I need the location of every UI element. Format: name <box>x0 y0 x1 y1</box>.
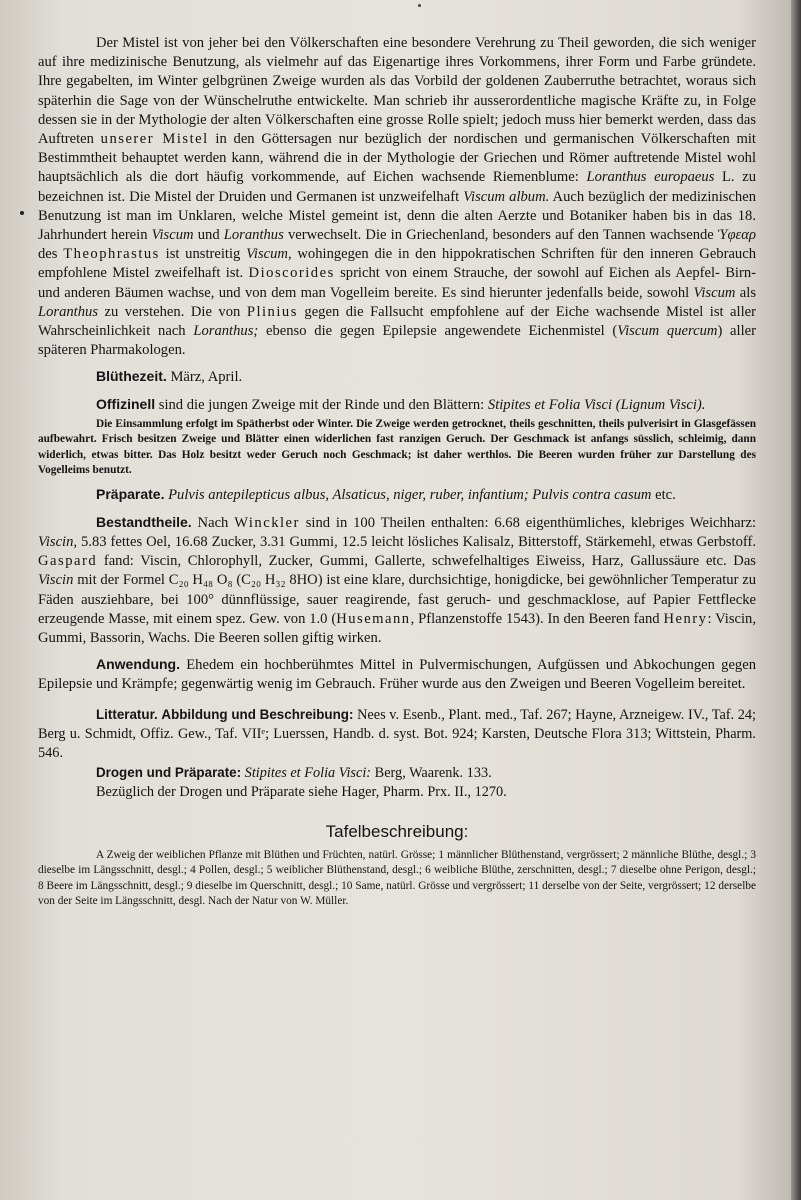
section-litteratur: Litteratur. Abbildung und Beschreibung: Nees v. Esenb., Plant. med., Taf. 267; Hayne, Arzneigew. IV., Taf. 24; Berg u. Schmidt, Offiz. Gew., Taf. VIIᵉ; Luerssen, Handb. d. syst. Bot. 924; Karsten, Deutsche Flora 313; Wittstein, Pharm. 546. <box>38 706 757 761</box>
intro-paragraph: Der Mistel ist von jeher bei den Völkerschaften eine besondere Verehrung zu Theil geworden, die sich weniger auf ihre medizinische Benutzung, als vielmehr auf das Eigenartige ihres Vorkommens, ihrer Form und Farbe gründete. Ihre gegabelten, im Winter gelbgrünen Zweige wurden als das Vorbild der goldenen Zauberruthe betrachtet, woraus sich späterhin die Sage von der Wünschelruthe entwickelte. Man schrieb ihr ausserordentliche magische Kräfte zu, in Folge dessen sie in der Mythologie der alten Völkerschaften eine grosse Rolle spielt; jedoch muss hier bemerkt werden, dass das Auftreten unserer Mistel in den Göttersagen nur bezüglich der nordischen und germanischen Völkerschaften mit Bestimmtheit behauptet werden kann, während die in der Mythologie der Griechen und Römer auftretende Mistel wohl hauptsächlich als die dort häufig vorkommende, auf Eichen wachsende Riemenblume: Loranthus europaeus L. zu bezeichnen ist. Die Mistel der Druiden und Germanen ist unzweifelhaft Viscum album. Auch bezüglich der medizinischen Benutzung ist man im Unklaren, welche Mistel gemeint ist, denn die alten Aerzte und Botaniker haben bis in das 18. Jahrhundert herein Viscum und Loranthus verwechselt. Die in Griechenland, besonders auf den Tannen wachsende Ὑφεαρ des Theophrastus ist unstreitig Viscum, wohingegen die in den hippokratischen Schriften für den inneren Gebrauch empfohlene Mistel zweifelhaft ist. Dioscorides spricht von einem Strauche, der sowohl auf Eichen als Aepfel- Birn- und anderen Bäumen wachse, und von dem man Vogelleim bereite. Es sind hierunter jedenfalls beide, sowohl Viscum als Loranthus zu verstehen. Die von Plinius gegen die Fallsucht empfohlene auf der Eiche wachsende Mistel ist aller Wahrscheinlichkeit nach Loranthus; ebenso die gegen Epilepsie angewendete Eichenmistel (Viscum quercum) aller späteren Pharmakologen. <box>38 35 757 359</box>
heading-praeparate: Präparate. <box>96 486 165 503</box>
section-bestandtheile: Bestandtheile. Nach Winckler sind in 100 Theilen enthalten: 6.68 eigenthümliches, klebriges Weichharz: Viscin, 5.83 fettes Oel, 16.68 Zucker, 3.31 Gummi, 12.5 leicht lösliches Kalisalz, Bitterstoff, Stärkemehl, etwas Gerbstoff. Gaspard fand: Viscin, Chlorophyll, Zucker, Gummi, Gallerte, schwefelhaltiges Eiweiss, Harz, Gallussäure etc. Das Viscin mit der Formel C₂₀ H₄₈ O₈ (C₂₀ H₃₂ 8HO) ist eine klare, durchsichtige, honigdicke, bei gewöhnlicher Temperatur zu Fäden ausziehbare, bei 100° dünnflüssige, sauer reagirende, fast geruch- und geschmacklose, auf Papier Fettflecke erzeugende Masse, mit einem spez. Gew. von 1.0 (Husemann, Pflanzenstoffe 1543). In den Beeren fand Henry: Viscin, Gummi, Bassorin, Wachs. Die Beeren sollen giftig wirken. <box>38 513 757 646</box>
heading-bluethezeit: Blüthezeit. <box>96 368 167 385</box>
note-einsammlung: Die Einsammlung erfolgt im Spätherbst oder Winter. Die Zweige werden getrocknet, theils geschnitten, theils pulverisirt in Glasgefässen aufbewahrt. Frisch besitzen Zweige und Blätter einen widerlichen fast ranzigen Geruch. Der Geschmack ist anfangs süsslich, schleimig, dann widerlich, etwas bitter. Das Holz besitzt weder Geruch noch Geschmack; ist daher werthlos. Die Beeren wurden früher zur Darstellung des Vogelleims benutzt. <box>38 417 756 477</box>
tafel-title: Tafelbeschreibung: <box>325 821 469 841</box>
section-offizinell: Offizinell sind die jungen Zweige mit der Rinde und den Blättern: Stipites et Folia Visci (Lignum Visci). <box>96 395 706 413</box>
section-bluethezeit: Blüthezeit. März, April. <box>96 368 243 386</box>
margin-mark <box>20 211 24 215</box>
top-mark <box>418 4 421 7</box>
heading-litteratur: Litteratur. <box>96 706 158 722</box>
document-body <box>38 34 756 910</box>
bezueglich-line: Bezüglich der Drogen und Präparate siehe Hager, Pharm. Prx. II., 1270. <box>96 783 507 800</box>
page-edge <box>791 0 801 1200</box>
heading-offizinell: Offizinell <box>96 395 156 412</box>
heading-bestandtheile: Bestandtheile. <box>96 513 192 530</box>
heading-anwendung: Anwendung. <box>96 656 180 673</box>
drogen-line: Drogen und Präparate: Stipites et Folia Visci: Berg, Waarenk. 133. <box>96 764 492 781</box>
section-anwendung: Anwendung. Ehedem ein hochberühmtes Mittel in Pulvermischungen, Aufgüssen und Abkochungen gegen Epilepsie und Krämpfe; gegenwärtig wenig im Gebrauch. Früher wurde aus den Zweigen und Beeren Vogelleim bereitet. <box>38 656 756 693</box>
tafel-description: A Zweig der weiblichen Pflanze mit Blüthen und Früchten, natürl. Grösse; 1 männlicher Blüthenstand, vergrössert; 2 männliche Blüthe, desgl.; 3 dieselbe im Längsschnitt, desgl.; 4 Pollen, desgl.; 5 weiblicher Blüthenstand, desgl.; 6 weibliche Blüthe, zerschnitten, desgl.; 7 dieselbe ohne Perigon, desgl.; 8 Beere im Längsschnitt, desgl.; 9 dieselbe im Querschnitt, desgl.; 10 Same, natürl. Grösse und vergrössert; 11 derselbe von der Seite, vergrössert; 12 derselbe von der Seite im Längsschnitt, desgl. Nach der Natur von W. Müller. <box>38 848 756 908</box>
section-praeparate: Präparate. Pulvis antepilepticus albus, Alsaticus, niger, ruber, infantium; Pulvis contra casum etc. <box>96 486 676 504</box>
